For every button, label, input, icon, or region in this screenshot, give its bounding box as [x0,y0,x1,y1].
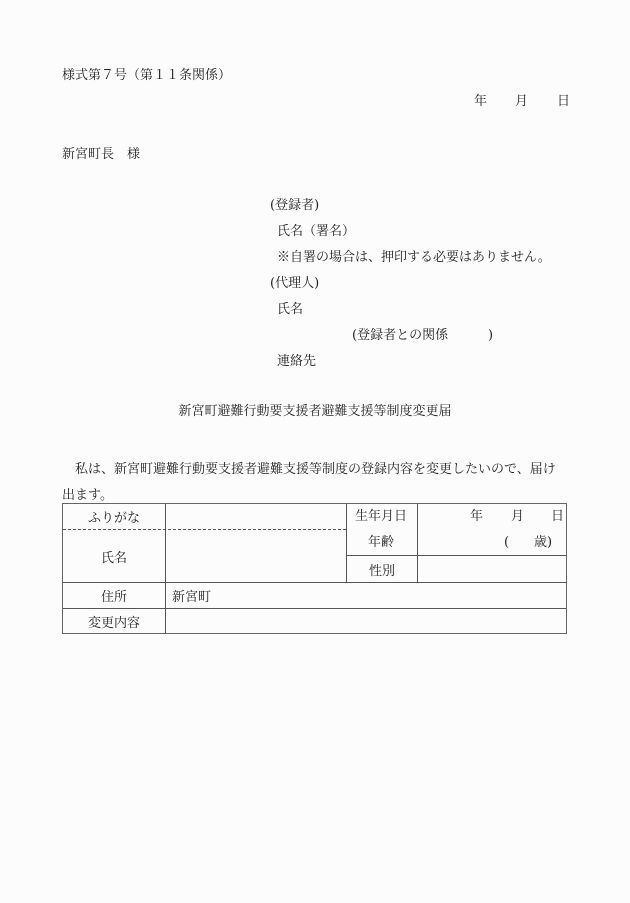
changes-label-cell [63,609,165,633]
name-label: 氏名 [100,550,127,566]
date-line: 年 [474,94,488,109]
address-value: 新宮町 [172,590,212,605]
gender-label: 性別 [368,563,395,579]
registrant-heading: (登録者) [270,198,320,213]
gender-label-cell [347,556,417,582]
proxy-name-label: 氏名 [277,302,304,317]
contact-label: 連絡先 [277,354,317,369]
name-input[interactable] [166,530,346,582]
age-label: 年齢 [368,535,395,550]
furigana-label-cell [63,504,165,529]
relationship-close: ) [488,328,494,343]
proxy-heading: (代理人) [270,276,320,291]
address-input[interactable] [166,583,566,608]
changes-input[interactable] [166,609,566,633]
address-label: 住所 [100,590,127,605]
age-open-paren: ( [504,535,510,550]
furigana-input[interactable] [166,504,346,529]
relationship-label: (登録者との関係 [352,328,449,343]
changes-label: 変更内容 [87,615,140,631]
address-label-cell [63,583,165,608]
body-text: 私は、新宮町避難行動要支援者避難支援等制度の登録内容を変更したいので、届け出ます。 [62,462,556,503]
furigana-label: ふりがな [87,511,140,526]
seal-note: ※自署の場合は、押印する必要はありません。 [277,250,551,265]
date-month: 月 [515,94,529,109]
document-title: 新宮町避難行動要支援者避難支援等制度変更届 [178,404,452,419]
addressee: 新宮町長 様 [62,147,141,162]
name-label-cell [63,530,165,582]
birthdate-label: 生年月日 [355,509,408,524]
gender-input[interactable] [418,556,566,582]
birthdate-year-unit: 年 [470,509,484,524]
birthdate-day-unit: 日 [551,509,565,524]
form-number: 様式第７号（第１１条関係） [62,68,232,83]
date-day: 日 [557,94,571,109]
age-unit: 歳) [534,535,553,550]
birthdate-month-unit: 月 [511,509,525,524]
registrant-name-label: 氏名（署名） [277,224,356,239]
registration-change-table [62,503,567,634]
